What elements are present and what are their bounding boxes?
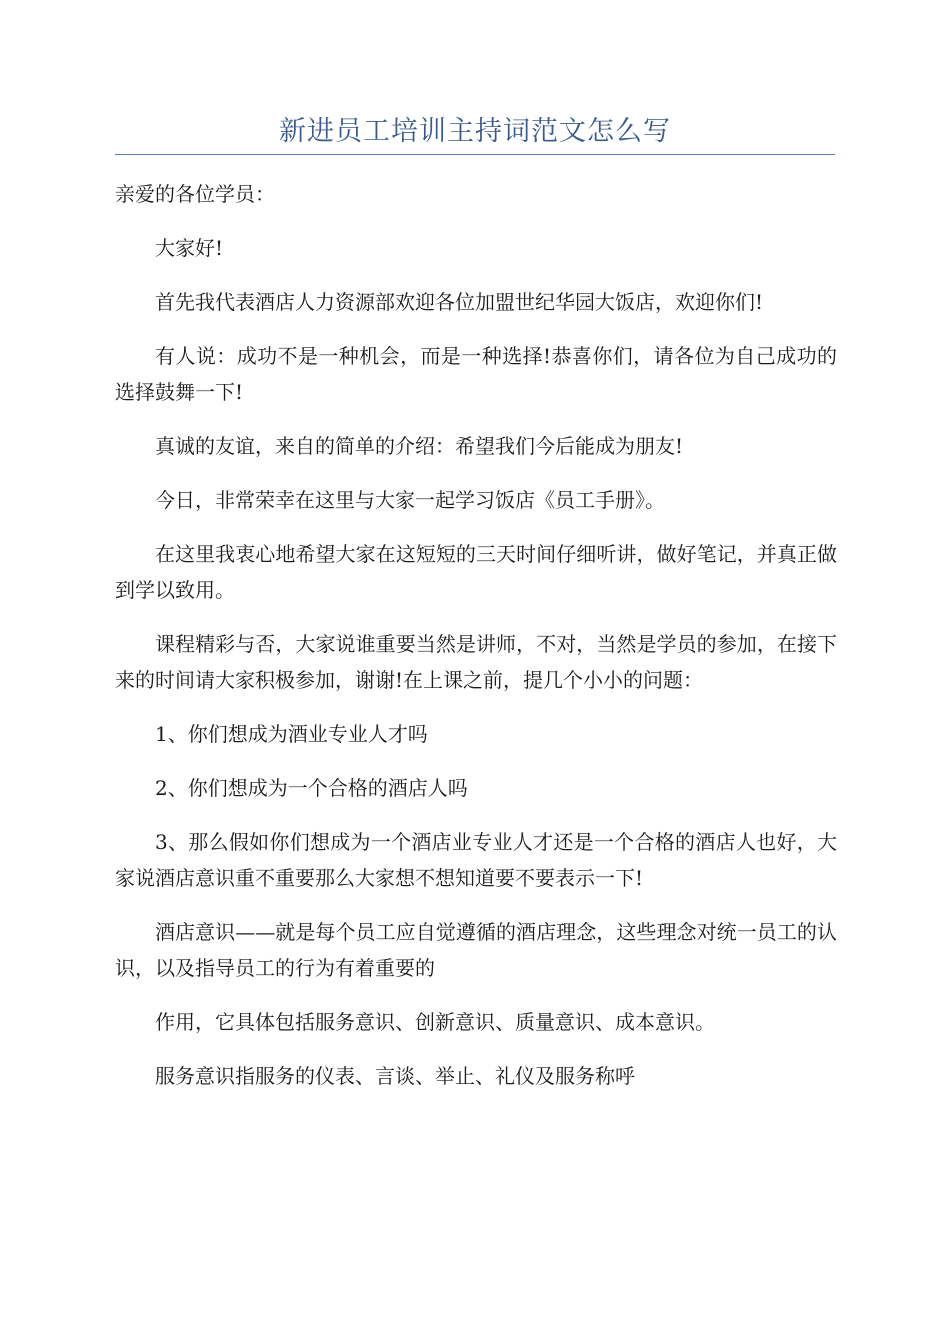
paragraph-greeting: 大家好! (155, 236, 224, 260)
list-item-question-1: 1、你们想成为酒业专业人才吗 (155, 722, 428, 746)
list-item-question-3: 3、那么假如你们想成为一个酒店业专业人才还是一个合格的酒店人也好，大家说酒店意识重不重要那么大家想不想知道要不要表示一下! (115, 830, 837, 890)
paragraph: 服务意识指服务的仪表、言谈、举止、礼仪及服务称呼 (155, 1064, 635, 1088)
paragraph: 作用，它具体包括服务意识、创新意识、质量意识、成本意识。 (155, 1010, 715, 1034)
paragraph: 首先我代表酒店人力资源部欢迎各位加盟世纪华园大饭店，欢迎你们! (155, 290, 764, 314)
paragraph: 酒店意识——就是每个员工应自觉遵循的酒店理念，这些理念对统一员工的认识，以及指导员工的行为有着重要的 (115, 920, 837, 980)
paragraph: 在这里我衷心地希望大家在这短短的三天时间仔细听讲，做好笔记，并真正做到学以致用。 (115, 542, 837, 602)
document-title: 新进员工培训主持词范文怎么写 (279, 116, 671, 147)
title-underline (115, 154, 835, 155)
paragraph: 有人说：成功不是一种机会，而是一种选择!恭喜你们，请各位为自己成功的选择鼓舞一下! (115, 344, 837, 404)
paragraph: 今日，非常荣幸在这里与大家一起学习饭店《员工手册》。 (155, 488, 665, 512)
list-item-question-2: 2、你们想成为一个合格的酒店人吗 (155, 776, 468, 800)
document-body (115, 176, 837, 1112)
paragraph: 课程精彩与否，大家说谁重要当然是讲师，不对，当然是学员的参加，在接下来的时间请大家积极参加，谢谢!在上课之前，提几个小小的问题： (115, 632, 837, 692)
paragraph-salutation: 亲爱的各位学员： (115, 182, 275, 206)
paragraph: 真诚的友谊，来自的简单的介绍：希望我们今后能成为朋友! (155, 434, 684, 458)
